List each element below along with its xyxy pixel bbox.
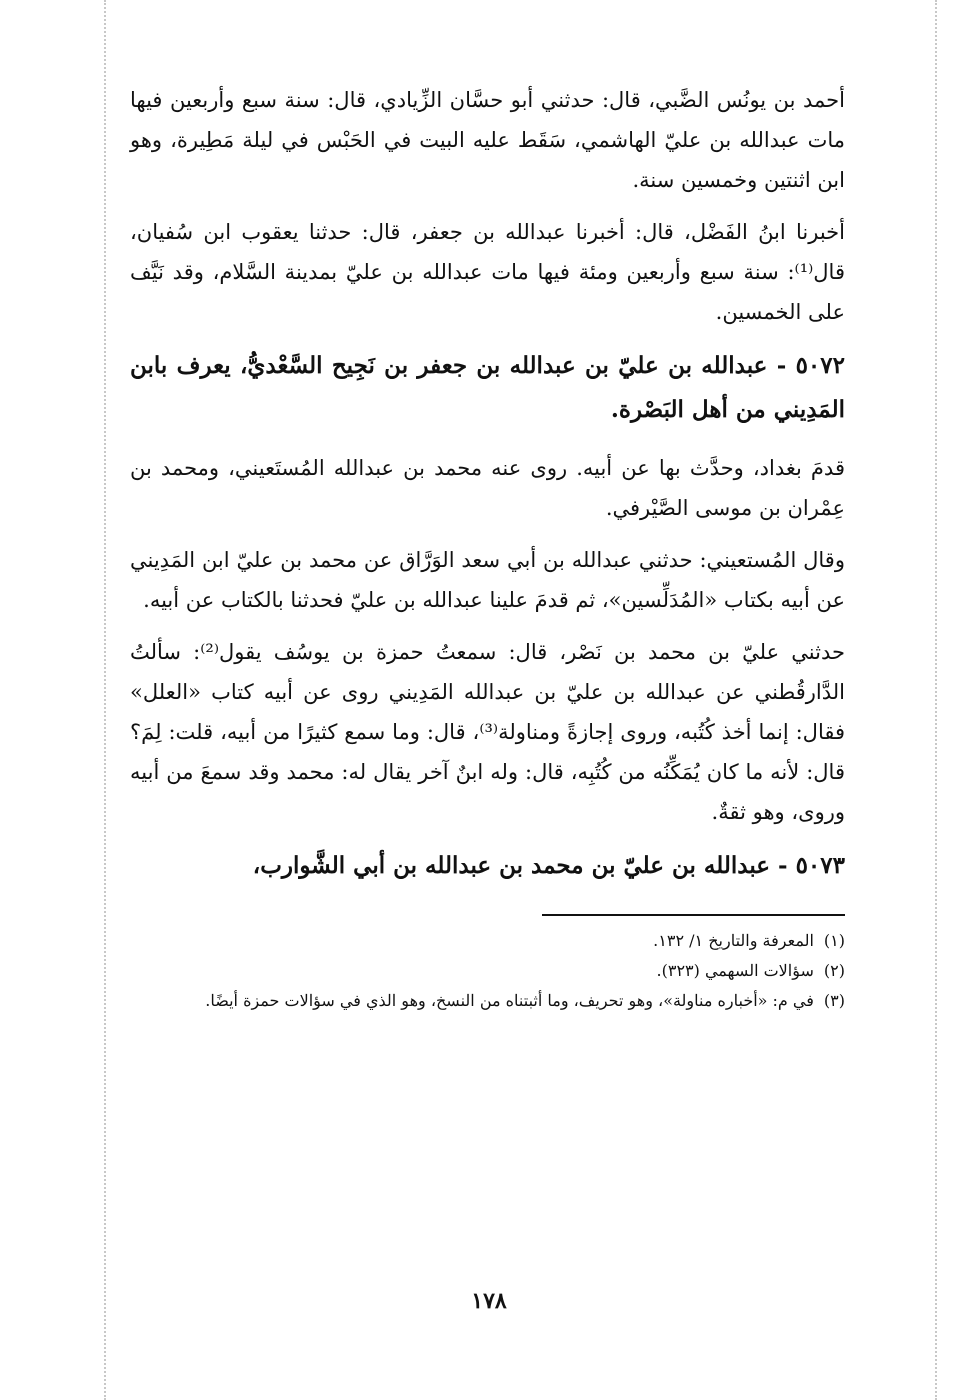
paragraph-1: أحمد بن يونُس الضَّبي، قال: حدثني أبو حسَّان الزِّيادي، قال: سنة سبع وأربعين فيها مات عبدالله بن عليّ الهاشمي، سَقَط عليه البيت في الحَبْس في ليلة مَطِيرة، وهو ابن اثنتين وخمسين سنة. xyxy=(130,88,845,192)
entry-heading-5072: ٥٠٧٢ - عبدالله بن عليّ بن عبدالله بن جعفر بن نَجِيح السَّعْديُّ، يعرف بابن المَدِيني من أهل البَصْرة. xyxy=(130,352,845,423)
entry-heading-5073: ٥٠٧٣ - عبدالله بن عليّ بن محمد بن عبدالله بن أبي الشَّوارب، xyxy=(252,852,845,879)
footnote-2 xyxy=(130,956,845,986)
paragraph-3: قدمَ بغداد، وحدَّث بها عن أبيه. روى عنه محمد بن عبدالله المُستَعيني، ومحمد بن عِمْران بن موسى الصَّيْرفي. xyxy=(130,456,845,520)
paragraph-2: أخبرنا ابنُ الفَضْل، قال: أخبرنا عبدالله بن جعفر، قال: حدثنا يعقوب ابن سُفيان، قال⁽¹⁾: سنة سبع وأربعين ومئة فيها مات عبدالله بن عليّ بمدينة السَّلام، وقد نَيَّف على الخمسين. xyxy=(130,220,845,324)
footnote-text: في م: «أخباره مناولة»، وهو تحريف، وما أثبتناه من النسخ، وهو الذي في سؤالات حمزة أيضًا. xyxy=(205,991,814,1010)
page-number: ١٧٨ xyxy=(471,1288,507,1314)
scan-dots-right xyxy=(935,0,937,1400)
document-page xyxy=(130,80,845,1016)
footnote-3 xyxy=(130,986,845,1016)
footnote-separator xyxy=(542,914,845,916)
footnote-number: (٢) xyxy=(823,961,845,980)
footnote-text: سؤالات السهمي (٣٢٣). xyxy=(656,961,814,980)
paragraph-4: وقال المُستعيني: حدثني عبدالله بن أبي سعد الوَرَّاق عن محمد بن عليّ ابن المَدِيني عن أبيه بكتاب «المُدَلِّسين»، ثم قدمَ علينا عبدالله بن عليّ فحدثنا بالكتاب عن أبيه. xyxy=(130,548,845,612)
footnote-1 xyxy=(130,926,845,956)
footnote-number: (١) xyxy=(823,931,845,950)
footnote-text: المعرفة والتاريخ ١/ ١٣٢. xyxy=(653,931,814,950)
scan-dots-left xyxy=(104,0,106,1400)
paragraph-5: حدثني عليّ بن محمد بن نَصْر، قال: سمعتُ حمزة بن يوسُف يقول⁽²⁾: سألتُ الدَّارقُطني عن عبدالله بن عليّ بن عبدالله المَدِيني روى عن أبيه كتاب «العلل» فقال: إنما أخذ كُتُبه، وروى إجازةً ومناولة⁽³⁾، قال: وما سمع كثيرًا من أبيه، قلت: لِمَ؟ قال: لأنه ما كان يُمَكِّنُه من كُتُبِه، قال: وله ابنٌ آخر يقال له: محمد وقد سمعَ من أبيه وروى، وهو ثقةٌ. xyxy=(130,640,845,824)
footnote-number: (٣) xyxy=(823,991,845,1010)
